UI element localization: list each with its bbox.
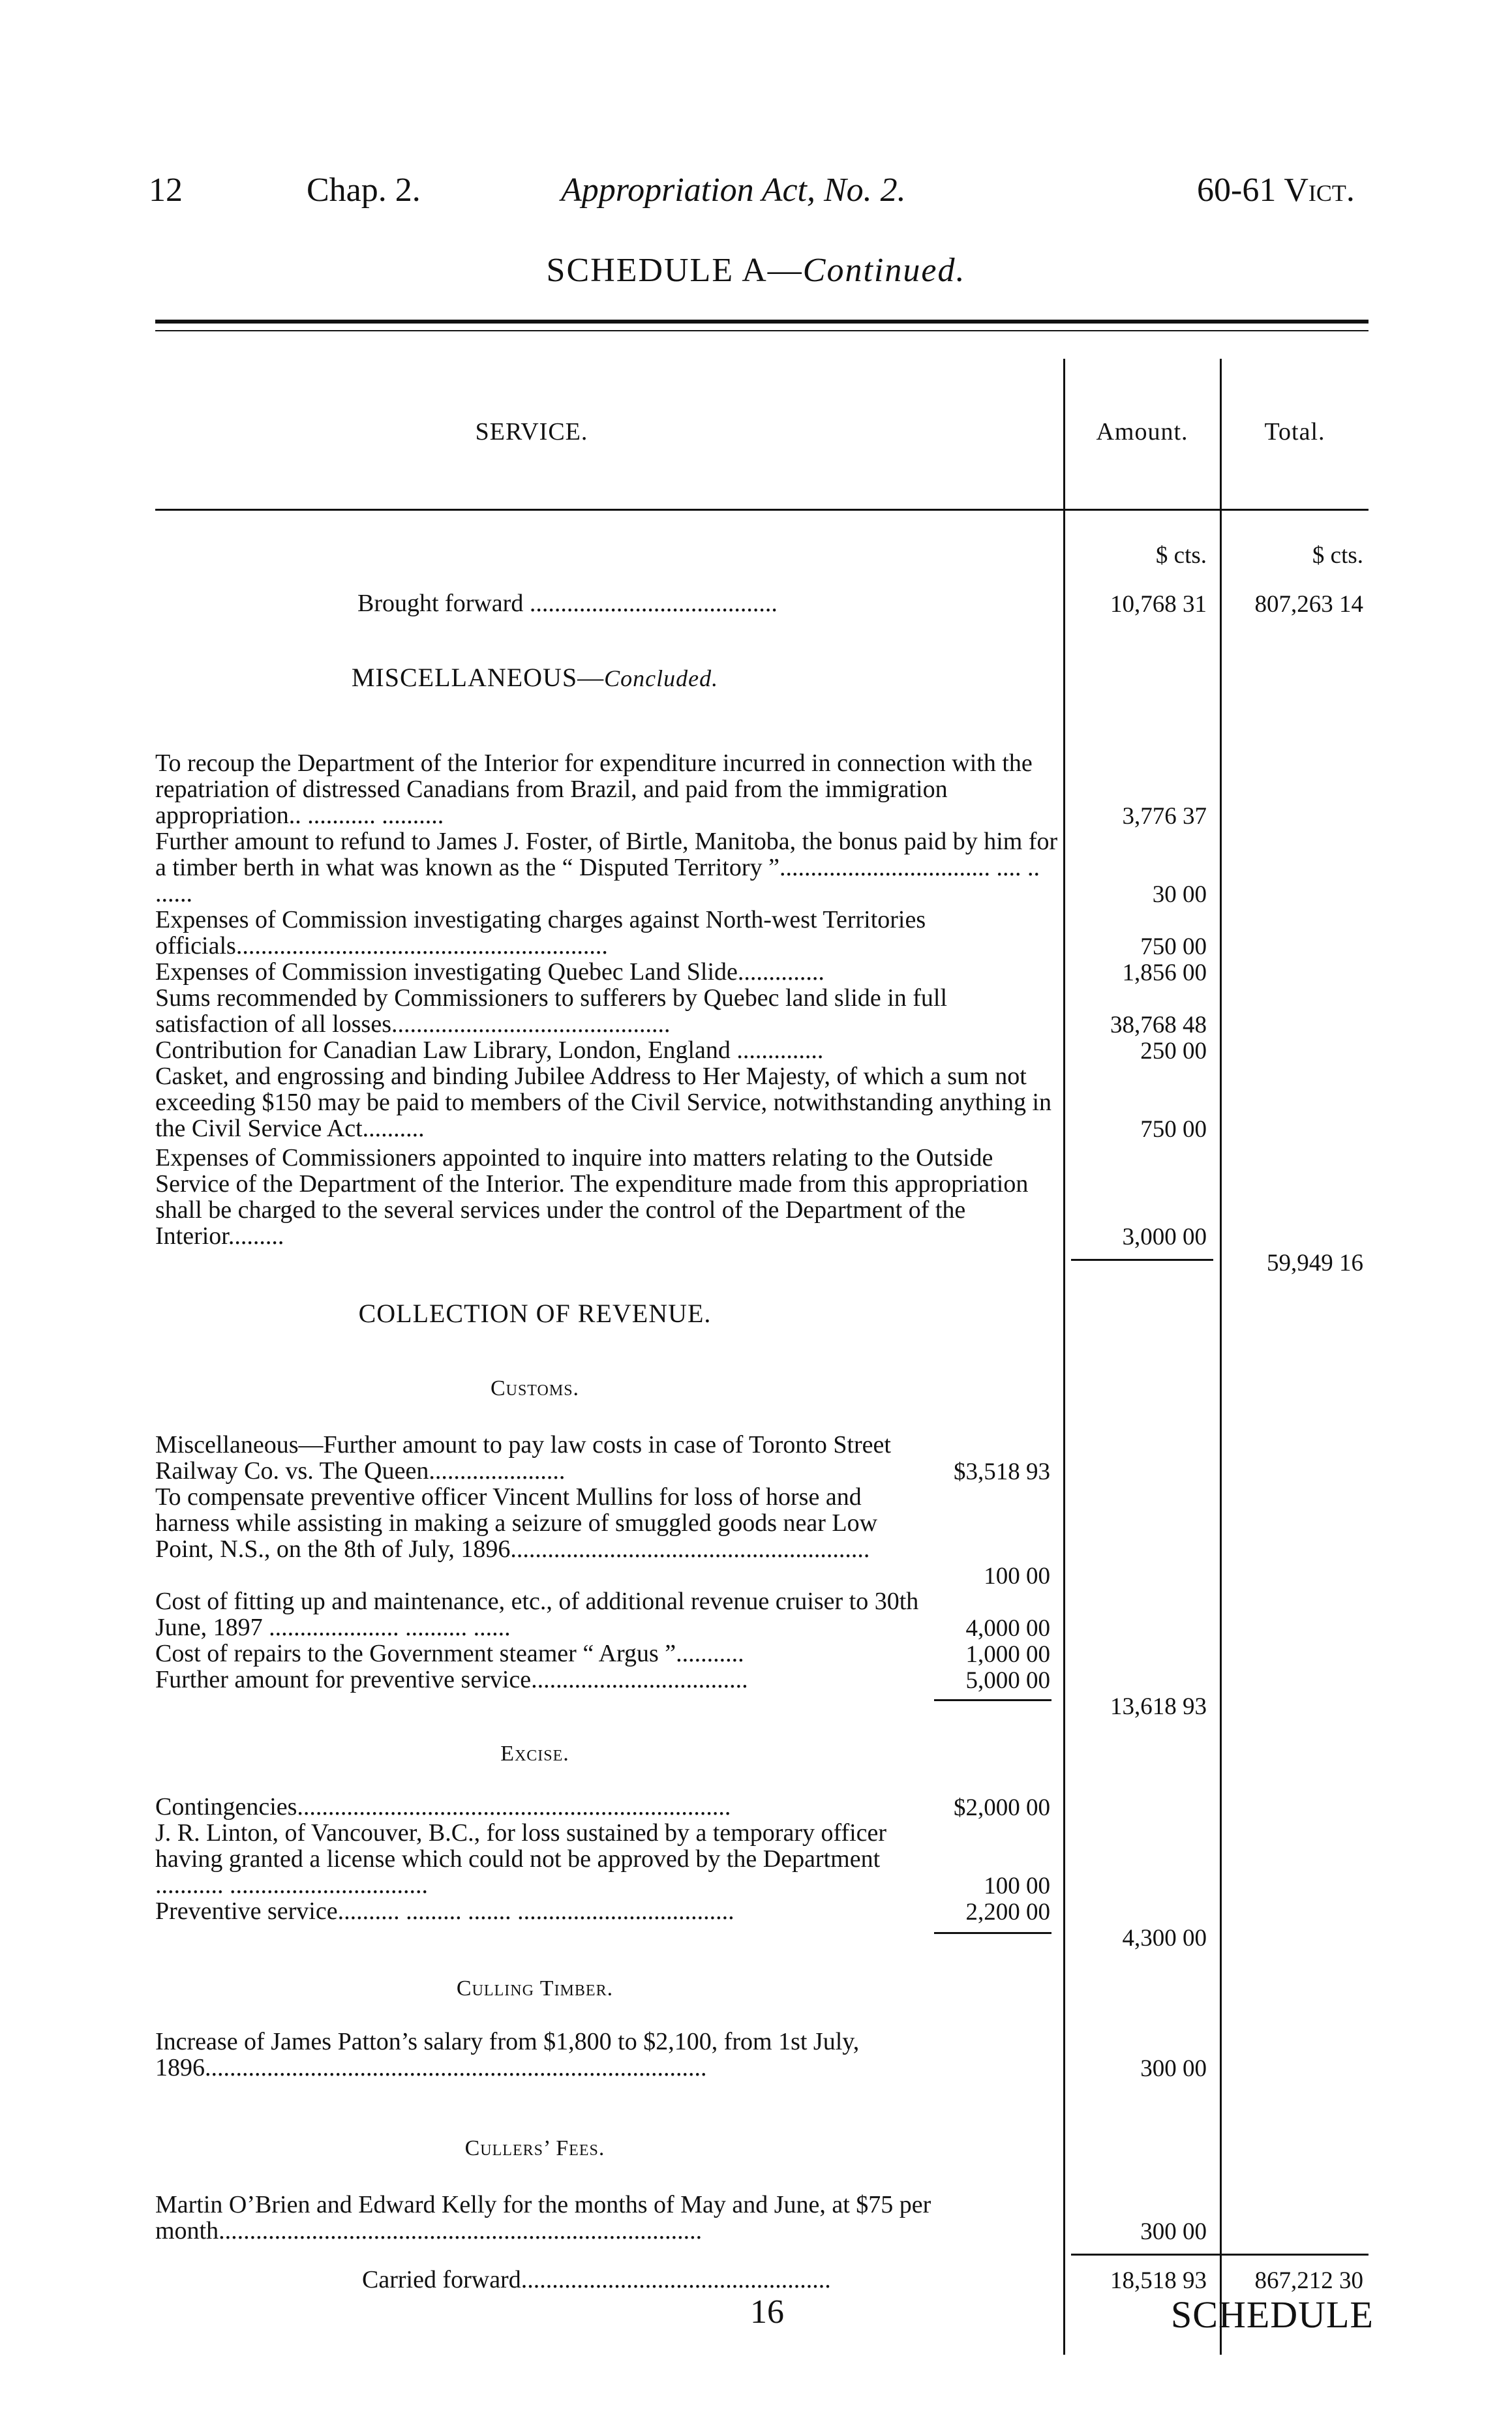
misc-item: Expenses of Commission investigating Quebec Land Slide.............. <box>155 959 824 985</box>
cullers-amount: 300 00 <box>1140 2218 1207 2245</box>
column-head-amount: Amount. <box>1096 418 1188 446</box>
misc-item: Casket, and engrossing and binding Jubilee Address to Her Majesty, of which a sum not exceeding $150 may be paid to members of the Civil Service, notwithstanding anything in the Civil Service Act.......... <box>155 1063 1052 1142</box>
carried-forward-label: Carried forward.................................................. <box>362 2267 831 2293</box>
excise-subtotal-rule <box>934 1932 1051 1934</box>
customs-item-amount: 100 00 <box>984 1563 1050 1590</box>
chapter-label: Chap. 2. <box>307 172 421 209</box>
act-title: Appropriation Act, No. 2. <box>561 172 906 209</box>
top-rule-thick <box>155 320 1368 324</box>
schedule-title-italic: Continued. <box>802 252 966 289</box>
customs-total: 13,618 93 <box>1110 1693 1207 1720</box>
misc-item: Sums recommended by Commissioners to sufferers by Quebec land slide in full satisfaction of all losses............................................. <box>155 984 948 1038</box>
misc-item-amount: 3,776 37 <box>1122 803 1207 830</box>
misc-item-amount: 750 00 <box>1140 1116 1207 1143</box>
misc-item: Further amount to refund to James J. Foster, of Birtle, Manitoba, the bonus paid by him for a timber berth in what was known as the “ Disputed Territory ”.................................. .... .. ...... <box>155 828 1058 907</box>
excise-item: J. R. Linton, of Vancouver, B.C., for loss sustained by a temporary officer having granted a license which could not be approved by the Department ........... ................................ <box>155 1819 887 1899</box>
misc-item-amount: 30 00 <box>1152 881 1207 908</box>
misc-item: To recoup the Department of the Interior for expenditure incurred in connection with the repatriation of distressed Canadians from Brazil, and paid from the immigration appropriation.. ........... .......... <box>155 749 1033 829</box>
excise-item-amount: 100 00 <box>984 1873 1050 1899</box>
misc-item: Expenses of Commissioners appointed to inquire into matters relating to the Outside Service of the Department of the Interior. The expenditure made from this appropriation shall be charged to the several services under the control of the Department of the Interior......... <box>155 1144 1029 1250</box>
misc-item-amount: 3,000 00 <box>1122 1224 1207 1250</box>
customs-item-amount: 5,000 00 <box>965 1667 1050 1694</box>
customs-heading: Customs. <box>490 1376 580 1400</box>
brought-forward-total: 807,263 14 <box>1254 591 1363 618</box>
column-head-total: Total. <box>1264 418 1325 446</box>
schedule-title-main: SCHEDULE A— <box>546 252 803 289</box>
misc-heading-italic: Concluded. <box>604 665 719 691</box>
misc-item-amount: 750 00 <box>1140 933 1207 960</box>
customs-item: Further amount for preventive service................................... <box>155 1667 748 1693</box>
excise-item-amount: 2,200 00 <box>965 1899 1050 1926</box>
column-head-service: SERVICE. <box>475 418 588 446</box>
top-rule-thin <box>155 330 1368 331</box>
customs-item: Miscellaneous—Further amount to pay law costs in case of Toronto Street Railway Co. vs. The Queen...................... <box>155 1431 891 1485</box>
currency-label-total: $ cts. <box>1312 542 1363 569</box>
collection-heading: COLLECTION OF REVENUE. <box>358 1299 712 1328</box>
misc-item: Expenses of Commission investigating charges against North-west Territories officials............................................................ <box>155 906 926 960</box>
cullers-heading: Cullers’ Fees. <box>464 2136 605 2160</box>
misc-subtotal-rule <box>1071 1259 1213 1261</box>
culling-heading: Culling Timber. <box>456 1976 614 2001</box>
catchword: SCHEDULE <box>1171 2293 1374 2336</box>
culling-amount: 300 00 <box>1140 2055 1207 2082</box>
column-divider-amount <box>1063 359 1065 2355</box>
misc-heading-main: MISCELLANEOUS— <box>351 663 605 692</box>
currency-label-amount: $ cts. <box>1155 542 1207 569</box>
column-divider-total <box>1220 359 1222 2355</box>
culling-item: Increase of James Patton’s salary from $1,800 to $2,100, from 1st July, 1896................................................................................. <box>155 2028 860 2081</box>
excise-total: 4,300 00 <box>1122 1925 1207 1952</box>
misc-heading <box>0 662 1070 693</box>
excise-item-amount: $2,000 00 <box>954 1794 1050 1821</box>
misc-item: Contribution for Canadian Law Library, London, England .............. <box>155 1037 824 1063</box>
misc-item-amount: 1,856 00 <box>1122 960 1207 986</box>
cullers-item: Martin O’Brien and Edward Kelly for the months of May and June, at $75 per month.............................................................................. <box>155 2191 931 2244</box>
signature-mark: 16 <box>750 2293 784 2331</box>
regnal-year: 60-61 Vict. <box>1197 172 1355 209</box>
brought-forward-label: Brought forward ........................................ <box>357 590 778 616</box>
carried-forward-amount: 18,518 93 <box>1110 2267 1207 2294</box>
excise-item: Preventive service.......... ......... ....... ................................... <box>155 1898 734 1924</box>
customs-item: Cost of fitting up and maintenance, etc., of additional revenue cruiser to 30th June, 1897 ..................... .......... ...... <box>155 1588 919 1641</box>
carried-forward-total: 867,212 30 <box>1254 2267 1363 2294</box>
page-number: 12 <box>149 172 183 209</box>
misc-item-amount: 38,768 48 <box>1110 1012 1207 1038</box>
misc-item-amount: 250 00 <box>1140 1038 1207 1065</box>
brought-forward-amount: 10,768 31 <box>1110 591 1207 618</box>
customs-item: To compensate preventive officer Vincent Mullins for loss of horse and harness while assisting in making a seizure of smuggled goods near Low Point, N.S., on the 8th of July, 1896.......................................................... <box>155 1483 878 1563</box>
header-rule <box>155 509 1368 511</box>
excise-heading: Excise. <box>500 1742 569 1766</box>
misc-total: 59,949 16 <box>1267 1250 1363 1277</box>
customs-item-amount: 4,000 00 <box>965 1615 1050 1642</box>
customs-subtotal-rule <box>934 1699 1051 1701</box>
carried-forward-rule <box>1071 2254 1368 2256</box>
excise-item: Contingencies...................................................................... <box>155 1794 731 1820</box>
customs-item: Cost of repairs to the Government steamer “ Argus ”........... <box>155 1640 744 1667</box>
customs-item-amount: 1,000 00 <box>965 1641 1050 1668</box>
schedule-title <box>0 251 1512 290</box>
customs-item-amount: $3,518 93 <box>954 1458 1050 1485</box>
